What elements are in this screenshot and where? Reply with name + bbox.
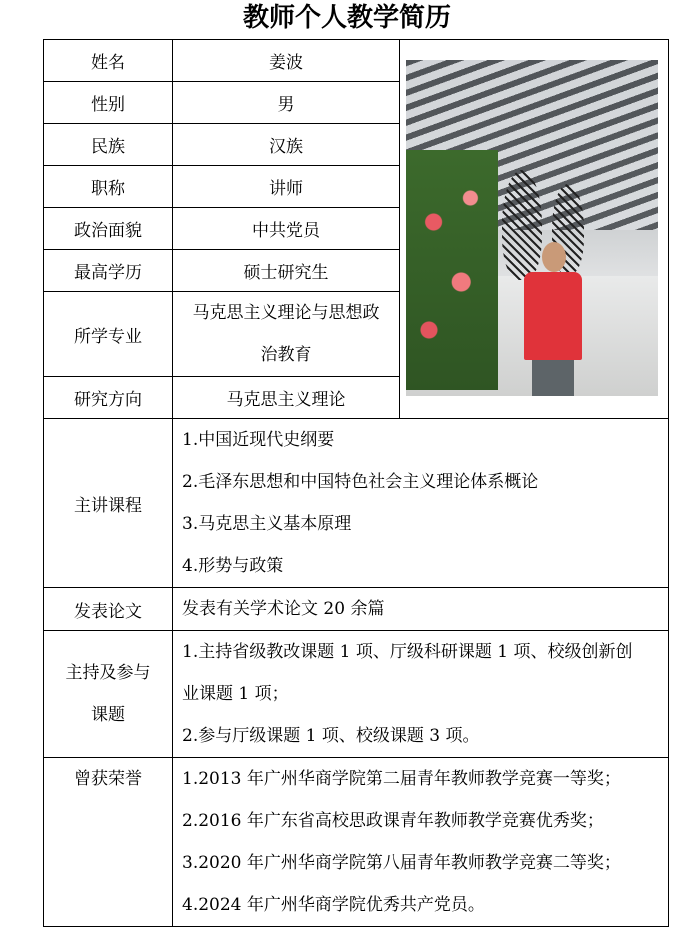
courses-list (173, 419, 669, 588)
degree-value: 硕士研究生 (173, 250, 400, 292)
vase-sculpture (502, 170, 542, 280)
projects-label-line: 课题 (91, 705, 125, 725)
project-item: 1.主持省级教改课题 1 项、厅级科研课题 1 项、校级创新创 (182, 642, 633, 662)
politics-label: 政治面貌 (44, 208, 173, 250)
research-value: 马克思主义理论 (173, 377, 400, 419)
major-label: 所学专业 (44, 292, 173, 377)
name-value: 姜波 (173, 40, 400, 82)
projects-label (44, 631, 173, 758)
papers-value: 发表有关学术论文 20 余篇 (173, 588, 669, 631)
person-legs (532, 360, 574, 396)
flower-wall (406, 150, 498, 390)
honor-item: 1.2013 年广州华商学院第二届青年教师教学竞赛一等奖； (182, 769, 621, 789)
politics-value: 中共党员 (173, 208, 400, 250)
rank-label: 职称 (44, 166, 173, 208)
projects-label-line: 主持及参与 (65, 663, 151, 683)
honor-item: 2.2016 年广东省高校思政课青年教师教学竞赛优秀奖； (182, 811, 604, 831)
major-value-line: 治教育 (260, 345, 312, 365)
papers-label: 发表论文 (44, 588, 173, 631)
name-label: 姓名 (44, 40, 173, 82)
degree-label: 最高学历 (44, 250, 173, 292)
major-value (173, 292, 400, 377)
honors-list (173, 758, 669, 927)
honor-item: 3.2020 年广州华商学院第八届青年教师教学竞赛二等奖； (182, 853, 621, 873)
course-item: 3.马克思主义基本原理 (182, 514, 352, 534)
course-item: 2.毛泽东思想和中国特色社会主义理论体系概论 (182, 472, 539, 492)
courses-label: 主讲课程 (44, 419, 173, 588)
rank-value: 讲师 (173, 166, 400, 208)
resume-table (43, 39, 669, 927)
photo-cell (400, 40, 669, 419)
ethnicity-label: 民族 (44, 124, 173, 166)
gender-label: 性别 (44, 82, 173, 124)
major-value-line: 马克思主义理论与思想政 (192, 303, 380, 323)
honors-label: 曾获荣誉 (44, 758, 173, 927)
course-item: 4.形势与政策 (182, 556, 284, 576)
honor-item: 4.2024 年广州华商学院优秀共产党员。 (182, 895, 485, 915)
course-item: 1.中国近现代史纲要 (182, 430, 335, 450)
project-item: 2.参与厅级课题 1 项、校级课题 3 项。 (182, 726, 480, 746)
teacher-photo (406, 60, 658, 396)
person-head (542, 242, 566, 272)
ethnicity-value: 汉族 (173, 124, 400, 166)
person-body (524, 272, 582, 360)
projects-list (173, 631, 669, 758)
project-item: 业课题 1 项； (182, 684, 289, 704)
gender-value: 男 (173, 82, 400, 124)
research-label: 研究方向 (44, 377, 173, 419)
page-title: 教师个人教学简历 (242, 3, 451, 33)
